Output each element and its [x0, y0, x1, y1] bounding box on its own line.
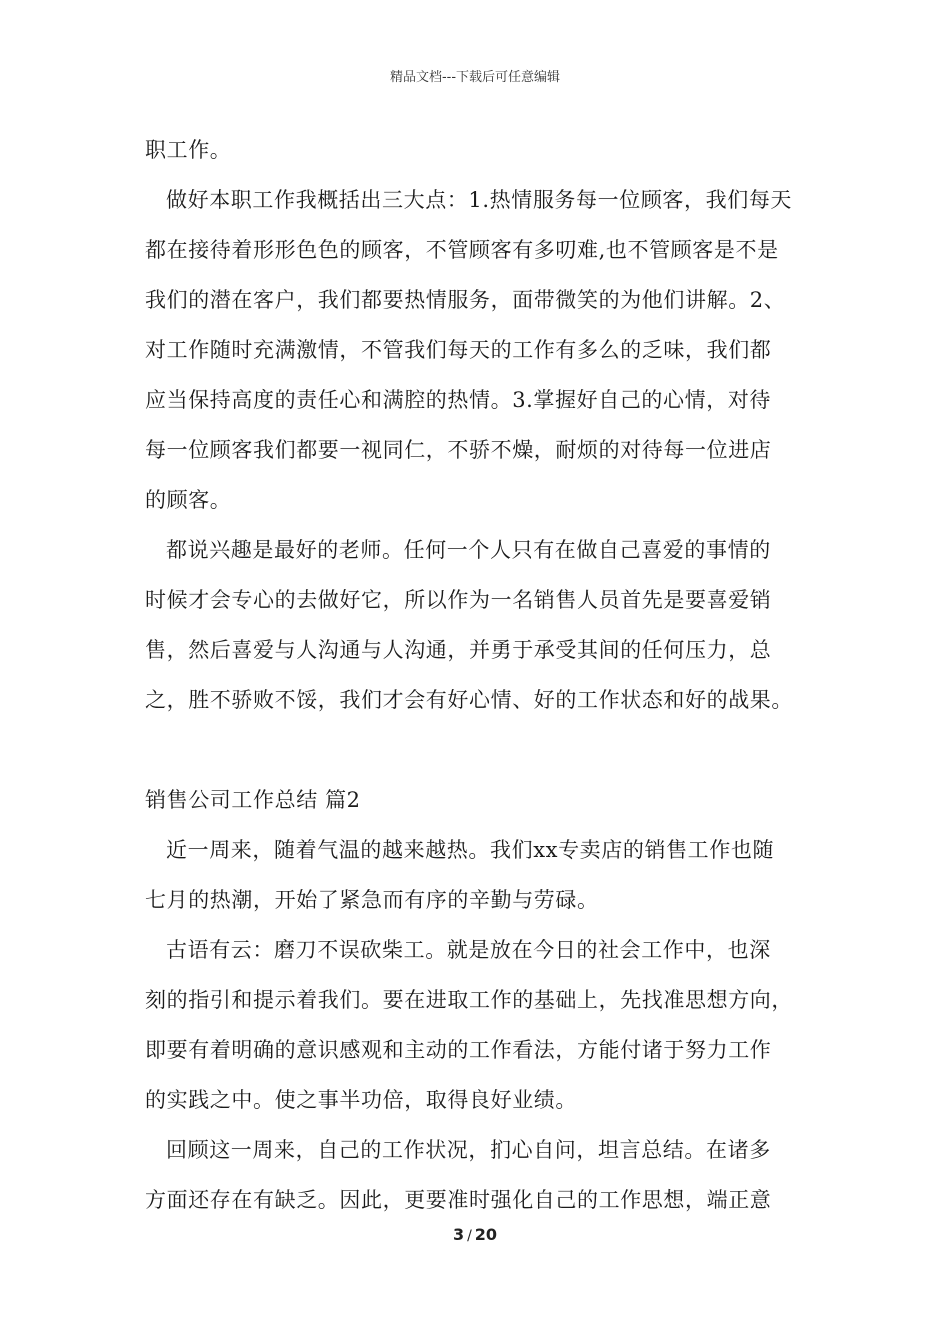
text-line: 之，胜不骄败不馁，我们才会有好心情、好的工作状态和好的战果。: [145, 688, 793, 712]
document-body: [145, 125, 815, 1225]
paragraph-start: 做好本职工作我概括出三大点：1.热情服务每一位顾客，我们每天: [166, 188, 793, 212]
paragraph-start: 古语有云：磨刀不误砍柴工。就是放在今日的社会工作中，也深: [166, 938, 771, 962]
text-line: 方面还存在有缺乏。因此，更要准时强化自己的工作思想，端正意: [145, 1188, 772, 1212]
text-line: 对工作随时充满激情，不管我们每天的工作有多么的乏味，我们都: [145, 338, 772, 362]
text-line: 刻的指引和提示着我们。要在进取工作的基础上，先找准思想方向，: [145, 988, 793, 1012]
text-line: 的顾客。: [145, 488, 232, 512]
paragraph-start: 近一周来，随着气温的越来越热。我们xx专卖店的销售工作也随: [166, 838, 775, 862]
current-page: 3: [452, 1225, 465, 1244]
text-line: 时候才会专心的去做好它，所以作为一名销售人员首先是要喜爱销: [145, 588, 772, 612]
page-number: [0, 1225, 950, 1244]
text-line: 每一位顾客我们都要一视同仁，不骄不燥，耐烦的对待每一位进店: [145, 438, 772, 462]
text-line: 七月的热潮，开始了紧急而有序的辛勤与劳碌。: [145, 888, 599, 912]
page-header: 精品文档---下载后可任意编辑: [389, 70, 561, 85]
text-line: 我们的潜在客户，我们都要热情服务，面带微笑的为他们讲解。2、: [145, 288, 786, 312]
text-line: 的实践之中。使之事半功倍，取得良好业绩。: [145, 1088, 577, 1112]
paragraph-start: 回顾这一周来，自己的工作状况，扪心自问，坦言总结。在诸多: [166, 1138, 771, 1162]
text-line: 应当保持高度的责任心和满腔的热情。3.掌握好自己的心情，对待: [145, 388, 772, 412]
paragraph-start: 都说兴趣是最好的老师。任何一个人只有在做自己喜爱的事情的: [166, 538, 771, 562]
text-line: 售，然后喜爱与人沟通与人沟通，并勇于承受其间的任何压力，总: [145, 638, 772, 662]
page-separator: /: [467, 1228, 472, 1244]
section-gap: [145, 725, 815, 775]
section-heading: 销售公司工作总结 篇2: [145, 788, 361, 812]
text-line: 职工作。: [145, 138, 232, 162]
total-pages: 20: [474, 1225, 498, 1244]
text-line: 都在接待着形形色色的顾客，不管顾客有多叨难,也不管顾客是不是: [145, 238, 779, 262]
text-line: 即要有着明确的意识感观和主动的工作看法，方能付诸于努力工作: [145, 1038, 772, 1062]
